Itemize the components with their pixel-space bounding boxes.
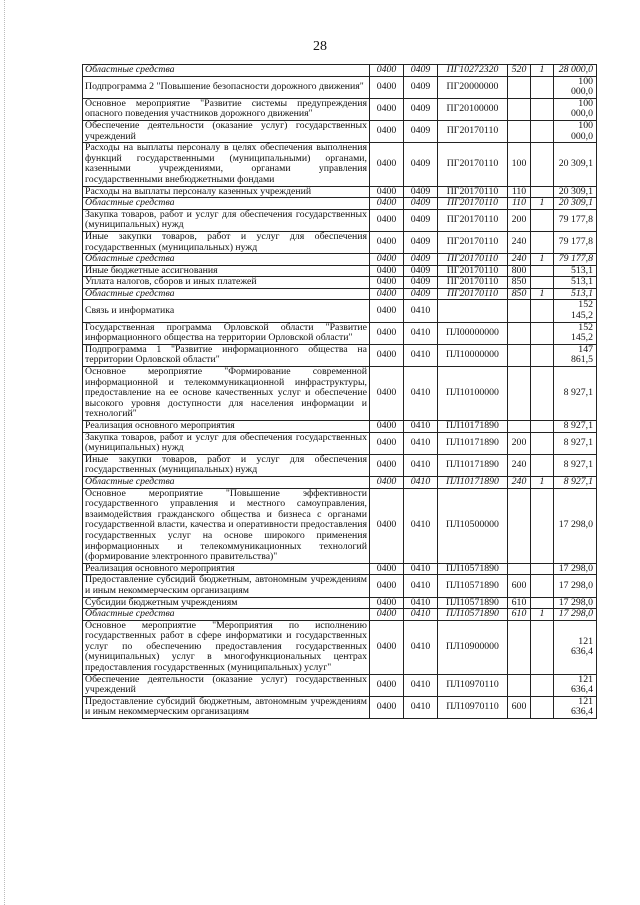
target-article-code: ПГ20170110 (438, 277, 508, 289)
expense-type-code: 600 (508, 696, 531, 718)
section-code: 0400 (370, 265, 404, 277)
subsection-code: 0410 (404, 300, 438, 322)
row-name: Основное мероприятие "Мероприятия по исполнению государственных работ в сфере информатики и государственных услуг по обеспечению предоставления государственных (муниципальных) услуг в многофункциональных центрах предоставления государственных (муниципальных) услуг" (83, 620, 370, 674)
table-row (83, 476, 597, 488)
expense-type-code: 200 (508, 209, 531, 231)
expense-type-code: 520 (508, 65, 531, 77)
funding-source-code (531, 265, 554, 277)
table-row (83, 209, 597, 231)
funding-source-code (531, 367, 554, 421)
target-article-code: ПЛ00000000 (438, 322, 508, 344)
amount: 513,1 (554, 265, 597, 277)
target-article-code: ПГ20170110 (438, 198, 508, 210)
table-row (83, 65, 597, 77)
section-code: 0400 (370, 476, 404, 488)
table-row (83, 120, 597, 142)
row-name: Областные средства (83, 476, 370, 488)
row-name: Иные закупки товаров, работ и услуг для обеспечения государственных (муниципальных) нужд (83, 454, 370, 476)
page-number: 28 (313, 39, 327, 54)
target-article-code (438, 300, 508, 322)
section-code: 0400 (370, 98, 404, 120)
subsection-code: 0410 (404, 674, 438, 696)
row-name: Субсидии бюджетным учреждениям (83, 597, 370, 609)
section-code: 0400 (370, 344, 404, 366)
target-article-code: ПЛ10171890 (438, 476, 508, 488)
funding-source-code (531, 674, 554, 696)
target-article-code: ПЛ10571890 (438, 609, 508, 621)
expense-type-code: 240 (508, 454, 531, 476)
section-code: 0400 (370, 322, 404, 344)
target-article-code: ПЛ10970110 (438, 674, 508, 696)
amount: 20 309,1 (554, 143, 597, 186)
table-row (83, 609, 597, 621)
amount: 79 177,8 (554, 231, 597, 253)
target-article-code: ПЛ10000000 (438, 344, 508, 366)
funding-source-code (531, 488, 554, 563)
funding-source-code (531, 322, 554, 344)
table-row (83, 674, 597, 696)
expense-type-code (508, 120, 531, 142)
subsection-code: 0409 (404, 265, 438, 277)
funding-source-code: 1 (531, 254, 554, 266)
budget-table-body (83, 65, 597, 719)
table-row (83, 231, 597, 253)
section-code: 0400 (370, 288, 404, 300)
section-code: 0400 (370, 231, 404, 253)
table-row (83, 696, 597, 718)
target-article-code: ПЛ10171890 (438, 432, 508, 454)
table-row (83, 277, 597, 289)
target-article-code: ПГ20170110 (438, 120, 508, 142)
amount: 17 298,0 (554, 575, 597, 597)
expense-type-code: 610 (508, 597, 531, 609)
amount: 121 636,4 (554, 674, 597, 696)
table-row (83, 76, 597, 98)
row-name: Предоставление субсидий бюджетным, автономным учреждениям и иным некоммерческим организациям (83, 575, 370, 597)
section-code: 0400 (370, 488, 404, 563)
funding-source-code (531, 186, 554, 198)
table-row (83, 198, 597, 210)
subsection-code: 0409 (404, 65, 438, 77)
target-article-code: ПЛ10100000 (438, 367, 508, 421)
section-code: 0400 (370, 454, 404, 476)
expense-type-code (508, 322, 531, 344)
funding-source-code (531, 120, 554, 142)
subsection-code: 0409 (404, 98, 438, 120)
amount: 513,1 (554, 277, 597, 289)
funding-source-code: 1 (531, 288, 554, 300)
row-name: Реализация основного мероприятия (83, 563, 370, 575)
table-row (83, 454, 597, 476)
subsection-code: 0410 (404, 609, 438, 621)
row-name: Связь и информатика (83, 300, 370, 322)
amount: 8 927,1 (554, 432, 597, 454)
amount: 28 000,0 (554, 65, 597, 77)
section-code: 0400 (370, 421, 404, 433)
funding-source-code (531, 143, 554, 186)
expense-type-code (508, 488, 531, 563)
section-code: 0400 (370, 120, 404, 142)
section-code: 0400 (370, 209, 404, 231)
section-code: 0400 (370, 367, 404, 421)
target-article-code: ПГ20000000 (438, 76, 508, 98)
funding-source-code: 1 (531, 65, 554, 77)
section-code: 0400 (370, 432, 404, 454)
amount: 8 927,1 (554, 421, 597, 433)
target-article-code: ПЛ10571890 (438, 563, 508, 575)
funding-source-code (531, 454, 554, 476)
expense-type-code: 200 (508, 432, 531, 454)
subsection-code: 0409 (404, 277, 438, 289)
table-row (83, 265, 597, 277)
section-code: 0400 (370, 674, 404, 696)
section-code: 0400 (370, 597, 404, 609)
funding-source-code (531, 563, 554, 575)
table-row (83, 563, 597, 575)
subsection-code: 0409 (404, 198, 438, 210)
subsection-code: 0410 (404, 432, 438, 454)
amount: 8 927,1 (554, 454, 597, 476)
table-row (83, 288, 597, 300)
funding-source-code (531, 432, 554, 454)
row-name: Областные средства (83, 65, 370, 77)
target-article-code: ПЛ10571890 (438, 575, 508, 597)
funding-source-code (531, 620, 554, 674)
amount: 152 145,2 (554, 322, 597, 344)
table-row (83, 300, 597, 322)
subsection-code: 0410 (404, 476, 438, 488)
funding-source-code (531, 696, 554, 718)
amount: 79 177,8 (554, 254, 597, 266)
table-row (83, 254, 597, 266)
funding-source-code: 1 (531, 609, 554, 621)
row-name: Подпрограмма 2 "Повышение безопасности дорожного движения" (83, 76, 370, 98)
row-name: Областные средства (83, 254, 370, 266)
funding-source-code: 1 (531, 198, 554, 210)
funding-source-code (531, 209, 554, 231)
amount: 100 000,0 (554, 98, 597, 120)
expense-type-code: 100 (508, 143, 531, 186)
amount: 100 000,0 (554, 120, 597, 142)
funding-source-code (531, 421, 554, 433)
funding-source-code (531, 300, 554, 322)
funding-source-code (531, 277, 554, 289)
table-row (83, 620, 597, 674)
table-row (83, 597, 597, 609)
table-row (83, 367, 597, 421)
target-article-code: ПГ20170110 (438, 231, 508, 253)
expense-type-code (508, 344, 531, 366)
subsection-code: 0409 (404, 231, 438, 253)
subsection-code: 0410 (404, 563, 438, 575)
row-name: Расходы на выплаты персоналу казенных учреждений (83, 186, 370, 198)
row-name: Обеспечение деятельности (оказание услуг) государственных учреждений (83, 674, 370, 696)
funding-source-code (531, 98, 554, 120)
amount: 17 298,0 (554, 597, 597, 609)
row-name: Закупка товаров, работ и услуг для обеспечения государственных (муниципальных) нужд (83, 209, 370, 231)
section-code: 0400 (370, 609, 404, 621)
row-name: Областные средства (83, 609, 370, 621)
row-name: Основное мероприятие "Развитие системы предупреждения опасного поведения участников дорожного движения" (83, 98, 370, 120)
expense-type-code: 850 (508, 277, 531, 289)
target-article-code: ПЛ10900000 (438, 620, 508, 674)
table-row (83, 344, 597, 366)
amount: 17 298,0 (554, 563, 597, 575)
target-article-code: ПГ20170110 (438, 186, 508, 198)
amount: 20 309,1 (554, 186, 597, 198)
scan-edge-marks (4, 0, 6, 905)
row-name: Иные бюджетные ассигнования (83, 265, 370, 277)
row-name: Основное мероприятие "Формирование современной информационной и телекоммуникационной инфраструктуры, предоставление на ее основе качественных услуг и обеспечение высокого уровня доступности для населения информации и технологий" (83, 367, 370, 421)
funding-source-code (531, 344, 554, 366)
expense-type-code: 110 (508, 198, 531, 210)
target-article-code: ПГ20170110 (438, 265, 508, 277)
row-name: Основное мероприятие "Повышение эффективности государственного управления и местного самоуправления, взаимодействия гражданского общества и бизнеса с органами государственной власти, качества и оперативности предоставления государственных услуг на основе широкого применения информационных и телекоммуникационных технологий (формирование электронного правительства)" (83, 488, 370, 563)
amount: 147 861,5 (554, 344, 597, 366)
subsection-code: 0410 (404, 575, 438, 597)
expense-type-code (508, 563, 531, 575)
subsection-code: 0410 (404, 597, 438, 609)
row-name: Предоставление субсидий бюджетным, автономным учреждениям и иным некоммерческим организациям (83, 696, 370, 718)
amount: 121 636,4 (554, 696, 597, 718)
table-row (83, 322, 597, 344)
expense-type-code (508, 300, 531, 322)
target-article-code: ПГ20170110 (438, 254, 508, 266)
funding-source-code (531, 597, 554, 609)
subsection-code: 0409 (404, 288, 438, 300)
table-row (83, 421, 597, 433)
row-name: Уплата налогов, сборов и иных платежей (83, 277, 370, 289)
target-article-code: ПГ20170110 (438, 288, 508, 300)
subsection-code: 0410 (404, 367, 438, 421)
row-name: Реализация основного мероприятия (83, 421, 370, 433)
section-code: 0400 (370, 198, 404, 210)
section-code: 0400 (370, 143, 404, 186)
amount: 79 177,8 (554, 209, 597, 231)
amount: 100 000,0 (554, 76, 597, 98)
table-row (83, 575, 597, 597)
target-article-code: ПГ20170110 (438, 143, 508, 186)
row-name: Расходы на выплаты персоналу в целях обеспечения выполнения функций государственными (муниципальными) органами, казенными учреждениями, органами управления государственными внебюджетными фондами (83, 143, 370, 186)
section-code: 0400 (370, 254, 404, 266)
amount: 17 298,0 (554, 488, 597, 563)
expense-type-code (508, 620, 531, 674)
subsection-code: 0409 (404, 143, 438, 186)
amount: 121 636,4 (554, 620, 597, 674)
target-article-code: ПЛ10571890 (438, 597, 508, 609)
section-code: 0400 (370, 575, 404, 597)
expense-type-code (508, 674, 531, 696)
section-code: 0400 (370, 563, 404, 575)
subsection-code: 0409 (404, 209, 438, 231)
subsection-code: 0409 (404, 120, 438, 142)
amount: 152 145,2 (554, 300, 597, 322)
target-article-code: ПГ10272320 (438, 65, 508, 77)
expense-type-code: 240 (508, 254, 531, 266)
table-row (83, 488, 597, 563)
table-row (83, 186, 597, 198)
section-code: 0400 (370, 277, 404, 289)
expense-type-code: 800 (508, 265, 531, 277)
table-row (83, 98, 597, 120)
target-article-code: ПГ20170110 (438, 209, 508, 231)
section-code: 0400 (370, 300, 404, 322)
section-code: 0400 (370, 76, 404, 98)
expense-type-code: 110 (508, 186, 531, 198)
amount: 8 927,1 (554, 476, 597, 488)
target-article-code: ПЛ10171890 (438, 421, 508, 433)
subsection-code: 0410 (404, 620, 438, 674)
subsection-code: 0410 (404, 488, 438, 563)
funding-source-code: 1 (531, 476, 554, 488)
amount: 20 309,1 (554, 198, 597, 210)
expense-type-code: 240 (508, 231, 531, 253)
row-name: Подпрограмма 1 "Развитие информационного общества на территории Орловской области" (83, 344, 370, 366)
subsection-code: 0409 (404, 186, 438, 198)
target-article-code: ПГ20100000 (438, 98, 508, 120)
section-code: 0400 (370, 620, 404, 674)
expense-type-code: 850 (508, 288, 531, 300)
expense-type-code: 610 (508, 609, 531, 621)
row-name: Областные средства (83, 288, 370, 300)
expense-type-code (508, 367, 531, 421)
row-name: Иные закупки товаров, работ и услуг для обеспечения государственных (муниципальных) нужд (83, 231, 370, 253)
target-article-code: ПЛ10500000 (438, 488, 508, 563)
row-name: Областные средства (83, 198, 370, 210)
subsection-code: 0410 (404, 421, 438, 433)
funding-source-code (531, 231, 554, 253)
budget-table (82, 64, 597, 719)
subsection-code: 0410 (404, 696, 438, 718)
expense-type-code (508, 76, 531, 98)
target-article-code: ПЛ10970110 (438, 696, 508, 718)
subsection-code: 0410 (404, 322, 438, 344)
funding-source-code (531, 76, 554, 98)
expense-type-code: 600 (508, 575, 531, 597)
section-code: 0400 (370, 696, 404, 718)
target-article-code: ПЛ10171890 (438, 454, 508, 476)
section-code: 0400 (370, 186, 404, 198)
amount: 8 927,1 (554, 367, 597, 421)
expense-type-code (508, 421, 531, 433)
table-row (83, 143, 597, 186)
expense-type-code: 240 (508, 476, 531, 488)
subsection-code: 0410 (404, 454, 438, 476)
row-name: Обеспечение деятельности (оказание услуг) государственных учреждений (83, 120, 370, 142)
row-name: Закупка товаров, работ и услуг для обеспечения государственных (муниципальных) нужд (83, 432, 370, 454)
table-row (83, 432, 597, 454)
subsection-code: 0410 (404, 344, 438, 366)
subsection-code: 0409 (404, 76, 438, 98)
section-code: 0400 (370, 65, 404, 77)
expense-type-code (508, 98, 531, 120)
subsection-code: 0409 (404, 254, 438, 266)
amount: 513,1 (554, 288, 597, 300)
row-name: Государственная программа Орловской области "Развитие информационного общества на территории Орловской области" (83, 322, 370, 344)
amount: 17 298,0 (554, 609, 597, 621)
funding-source-code (531, 575, 554, 597)
